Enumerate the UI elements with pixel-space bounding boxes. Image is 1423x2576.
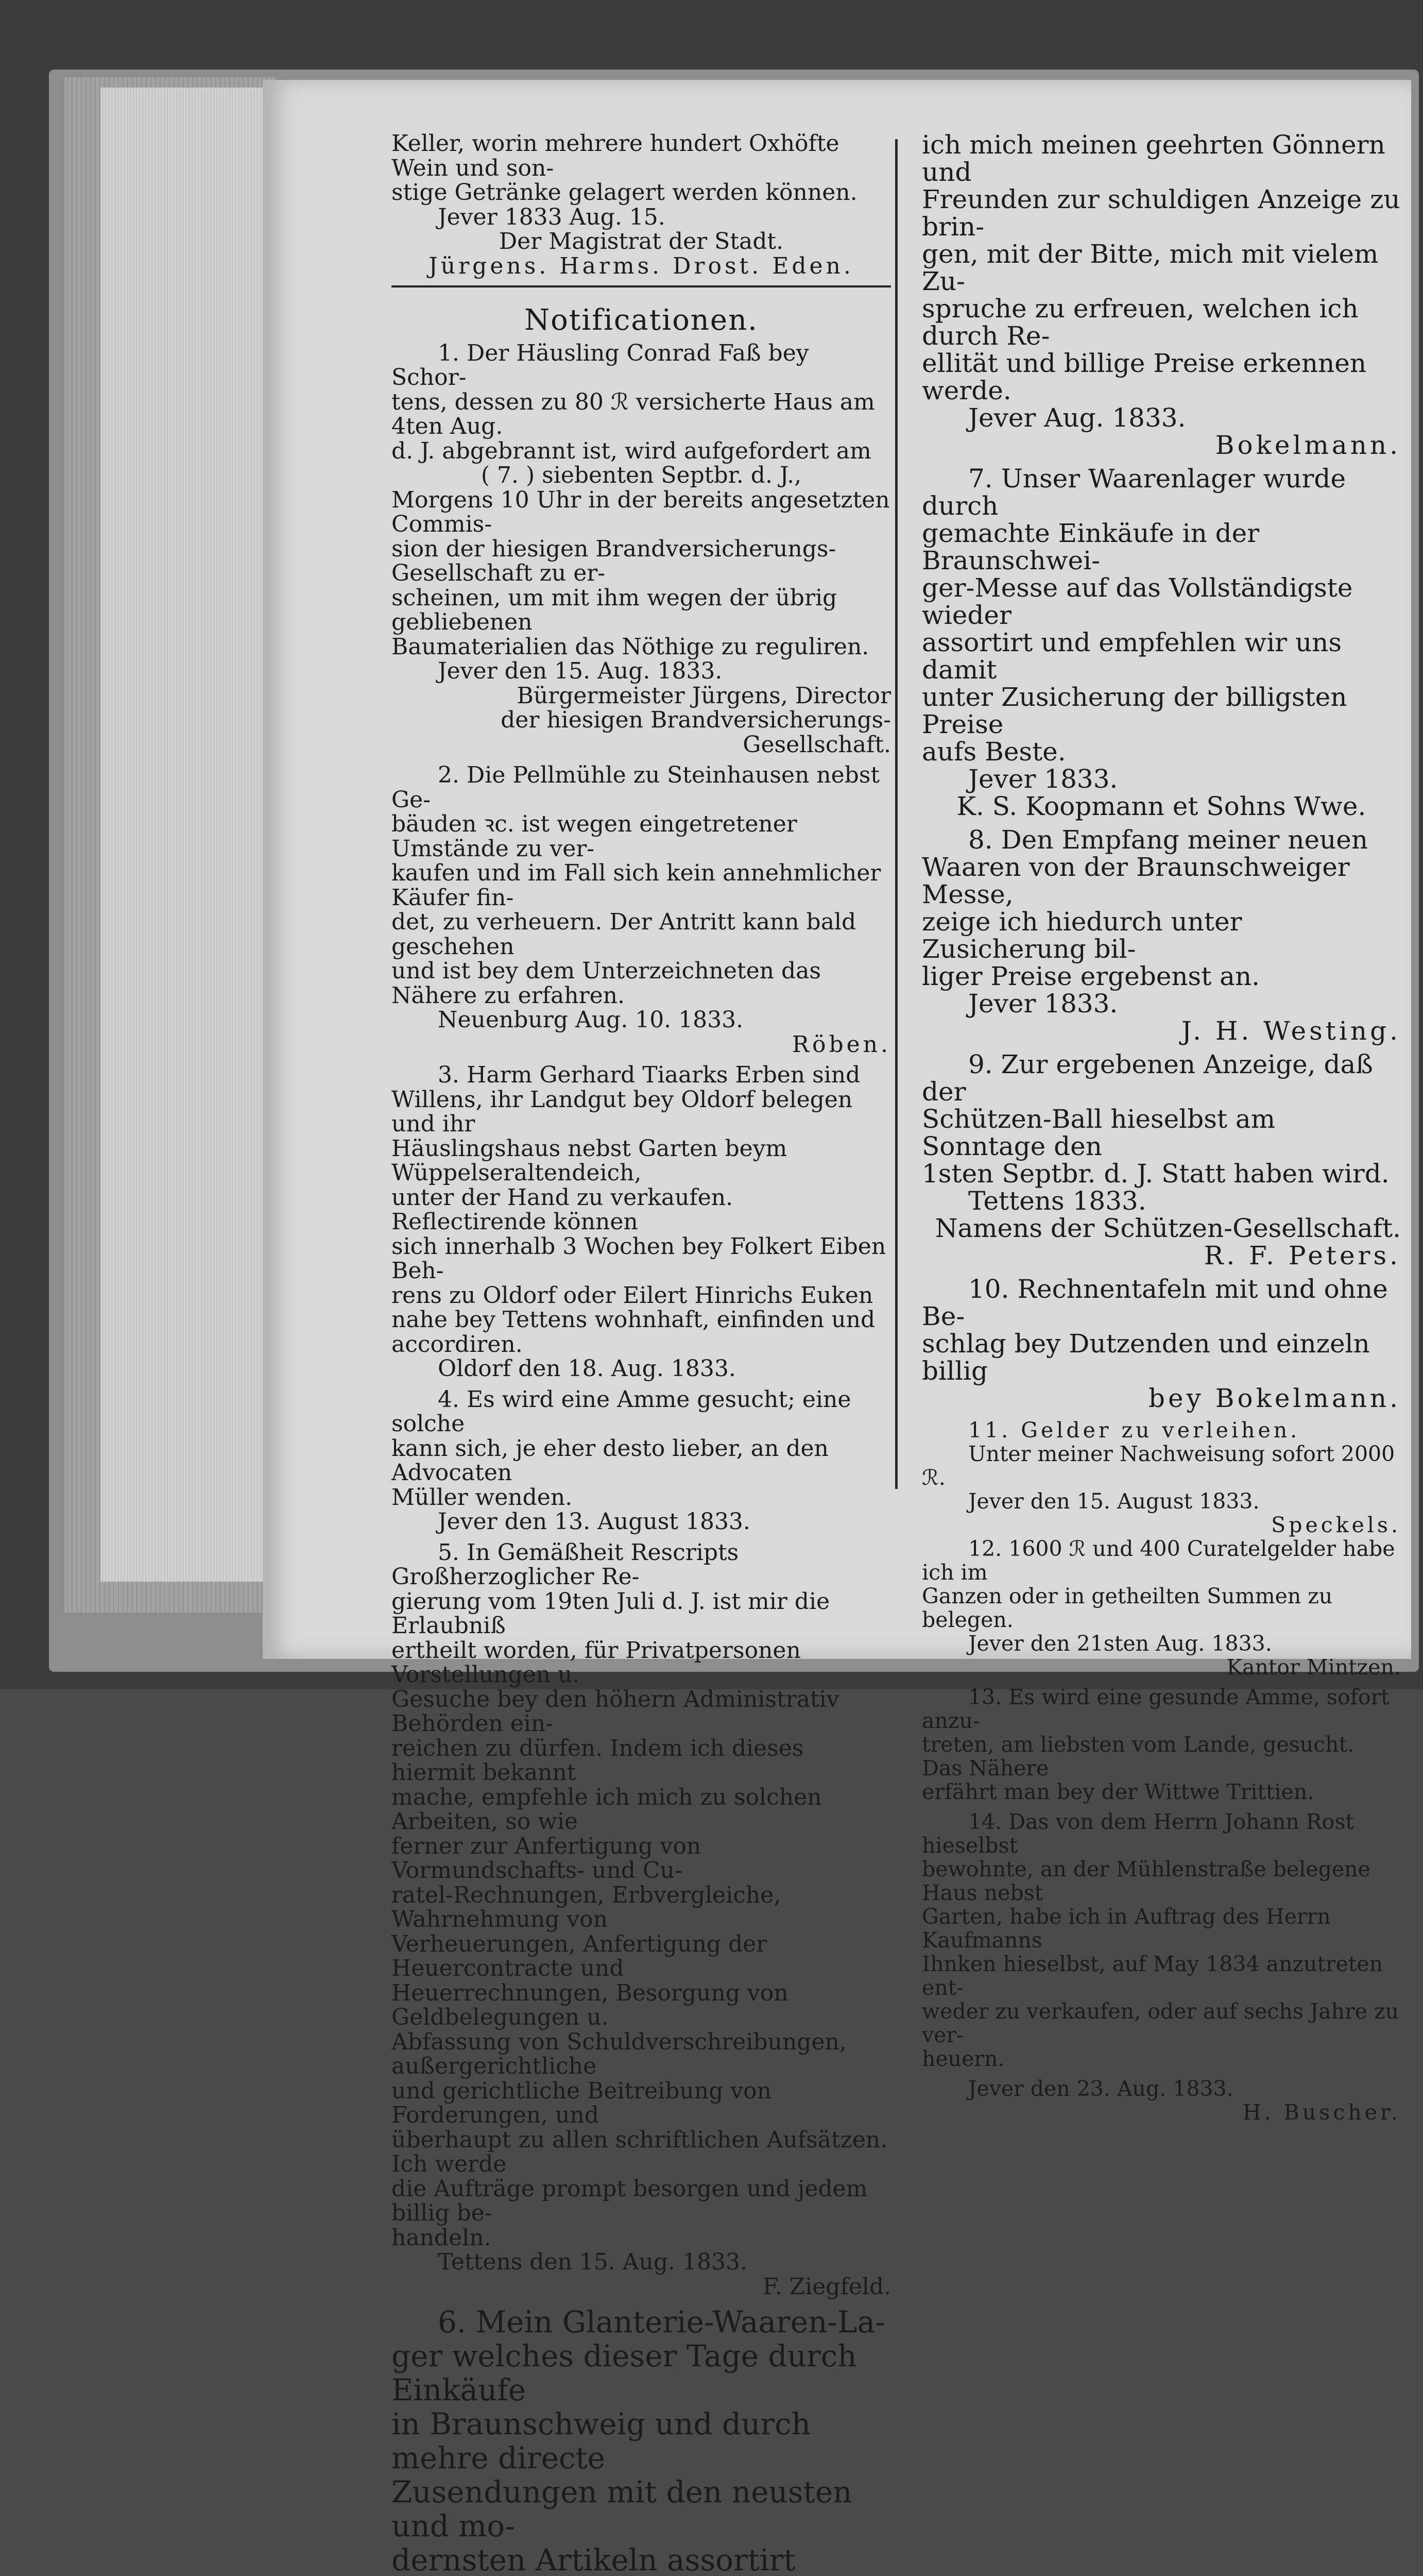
notice-13-line: 13. Es wird eine gesunde Amme, sofort anzu- bbox=[922, 1685, 1390, 1733]
notice-6-date: Jever Aug. 1833. bbox=[968, 403, 1186, 433]
notice-3-line: sich innerhalb 3 Wochen bey Folkert Eiben Beh- bbox=[391, 1233, 886, 1284]
notice-1-line: Baumaterialien das Nöthige zu reguliren. bbox=[391, 633, 869, 660]
notice-5-signature: F. Ziegfeld. bbox=[762, 2273, 891, 2300]
notice-1-signature: der hiesigen Brandversicherungs-Gesellschaft. bbox=[501, 707, 891, 758]
notice-1-line: sion der hiesigen Brandversicherungs-Gesellschaft zu er- bbox=[391, 535, 836, 586]
notice-7-line: gemachte Einkäufe in der Braunschwei- bbox=[922, 518, 1260, 575]
notice-2-line: det, zu verheuern. Der Antritt kann bald geschehen bbox=[391, 909, 856, 960]
notice-5-line: Verheuerungen, Anfertigung der Heuercontracte und bbox=[391, 1930, 767, 1981]
notice-6-cont-line: ich mich meinen geehrten Gönnern und bbox=[922, 130, 1385, 187]
notice-4-line: kann sich, je eher desto lieber, an den Advocaten bbox=[391, 1435, 829, 1486]
notice-5-line: ertheilt worden, für Privatpersonen Vorstellungen u. bbox=[391, 1637, 801, 1688]
notice-6-line: Zusendungen mit den neusten und mo- bbox=[391, 2475, 852, 2544]
notice-8-line: zeige ich hiedurch unter Zusicherung bil- bbox=[922, 907, 1242, 964]
notice-6-cont-line: Freunden zur schuldigen Anzeige zu brin- bbox=[922, 184, 1400, 242]
notice-1-line: tens, dessen zu 80 ℛ versicherte Haus am 4ten Aug. bbox=[391, 388, 875, 439]
notice-5-line: Heuerrechnungen, Besorgung von Geldbelegungen u. bbox=[391, 1979, 788, 2030]
right-column bbox=[922, 131, 1401, 2124]
notice-8-line: 8. Den Empfang meiner neuen bbox=[968, 825, 1368, 855]
notice-2-line: und ist bey dem Unterzeichneten das Nähere zu erfahren. bbox=[391, 958, 821, 1009]
notice-7-line: unter Zusicherung der billigsten Preise bbox=[922, 682, 1347, 739]
notice-11-line: Unter meiner Nachweisung sofort 2000 ℛ. bbox=[922, 1442, 1395, 1490]
notice-8-line: Waaren von der Braunschweiger Messe, bbox=[922, 852, 1350, 909]
notice-5-line: Gesuche bey den höhern Administrativ Behörden ein- bbox=[391, 1686, 839, 1737]
notice-6-signature: Bokelmann. bbox=[1215, 430, 1401, 460]
notice-9-line: Schützen-Ball hieselbst am Sonntage den bbox=[922, 1104, 1276, 1161]
notice-3-line: nahe bey Tettens wohnhaft, einfinden und accordiren. bbox=[391, 1307, 876, 1358]
notice-9-signature: R. F. Peters. bbox=[1204, 1241, 1401, 1270]
notice-3-line: Häuslingshaus nebst Garten beym Wüppelseraltendeich, bbox=[391, 1135, 787, 1186]
notice-6-line: ger welches dieser Tage durch Einkäufe bbox=[391, 2338, 857, 2408]
section-heading: Notificationen. bbox=[524, 303, 758, 337]
notice-5-line: handeln. bbox=[391, 2224, 491, 2251]
notice-14-line: 14. Das von dem Herrn Johann Rost hieselbst bbox=[922, 1809, 1354, 1858]
notice-3-line: unter der Hand zu verkaufen. Reflectirende können bbox=[391, 1184, 733, 1235]
notice-1-line: ( 7. ) siebenten Septbr. d. J., bbox=[481, 462, 802, 488]
magistrat-names: Jürgens. Harms. Drost. Eden. bbox=[428, 252, 854, 279]
notice-2-date: Neuenburg Aug. 10. 1833. bbox=[438, 1007, 744, 1033]
notice-6-line: dernsten Artikeln assortirt bbox=[391, 2543, 796, 2576]
notice-5-line: Abfassung von Schuldverschreibungen, außergerichtliche bbox=[391, 2028, 847, 2079]
notice-3-line: 3. Harm Gerhard Tiaarks Erben sind bbox=[438, 1062, 861, 1088]
notice-11-date: Jever den 15. August 1833. bbox=[968, 1489, 1260, 1514]
notice-5-line: 5. In Gemäßheit Rescripts Großherzoglicher Re- bbox=[391, 1539, 739, 1590]
magistrat-line: Der Magistrat der Stadt. bbox=[499, 228, 784, 255]
notice-14-line: Garten, habe ich in Auftrag des Herrn Kaufmanns bbox=[922, 1904, 1331, 1953]
notice-1-line: d. J. abgebrannt ist, wird aufgefordert am bbox=[391, 437, 871, 464]
notice-14-signature: H. Buscher. bbox=[1242, 2100, 1401, 2125]
notice-6-cont-line: ellität und billige Preise erkennen werde. bbox=[922, 348, 1367, 405]
notice-6-line: in Braunschweig und durch mehre directe bbox=[391, 2406, 811, 2476]
notice-3-line: rens zu Oldorf oder Eilert Hinrichs Euken bbox=[391, 1282, 873, 1309]
notice-4-date: Jever den 13. August 1833. bbox=[438, 1509, 750, 1535]
notice-14-line: heuern. bbox=[922, 2046, 1005, 2071]
notice-8-date: Jever 1833. bbox=[968, 989, 1118, 1019]
notice-10-line: schlag bey Dutzenden und einzeln billig bbox=[922, 1329, 1370, 1386]
notice-12-line: Ganzen oder in getheilten Summen zu belegen. bbox=[922, 1584, 1333, 1632]
notice-9-signature: Namens der Schützen-Gesellschaft. bbox=[935, 1213, 1401, 1243]
notice-9-line: 9. Zur ergebenen Anzeige, daß der bbox=[922, 1049, 1373, 1107]
notice-14-line: weder zu verkaufen, oder auf sechs Jahre zu ver- bbox=[922, 1999, 1399, 2047]
notice-5-line: ratel-Rechnungen, Erbvergleiche, Wahrnehmung von bbox=[391, 1882, 781, 1933]
notice-10-line: bey Bokelmann. bbox=[1148, 1383, 1401, 1413]
notice-5-line: gierung vom 19ten Juli d. J. ist mir die Erlaubniß bbox=[391, 1588, 830, 1639]
notice-7-date: Jever 1833. bbox=[968, 764, 1118, 794]
notice-4-line: Müller wenden. bbox=[391, 1484, 573, 1511]
notice-5-line: und gerichtliche Beitreibung von Forderungen, und bbox=[391, 2077, 771, 2128]
notice-5-line: mache, empfehle ich mich zu solchen Arbeiten, so wie bbox=[391, 1784, 822, 1835]
notice-12-date: Jever den 21sten Aug. 1833. bbox=[968, 1631, 1272, 1656]
column-divider bbox=[895, 139, 898, 1489]
notice-3-line: Willens, ihr Landgut bey Oldorf belegen und ihr bbox=[391, 1086, 853, 1137]
notice-11-signature: Speckels. bbox=[1271, 1513, 1401, 1537]
notice-8-line: liger Preise ergebenst an. bbox=[922, 961, 1260, 991]
notice-10-line: 10. Rechnentafeln mit und ohne Be- bbox=[922, 1274, 1388, 1331]
notice-6-cont-line: spruche zu erfreuen, welchen ich durch Re- bbox=[922, 294, 1359, 351]
notice-6-line: 6. Mein Glanterie-Waaren-La- bbox=[438, 2304, 885, 2340]
notice-4-line: 4. Es wird eine Amme gesucht; eine solche bbox=[391, 1386, 851, 1437]
section-rule bbox=[391, 285, 891, 287]
top-line: Keller, worin mehrere hundert Oxhöfte Wein und son- bbox=[391, 130, 839, 181]
notice-12-line: 12. 1600 ℛ und 400 Curatelgelder habe ich im bbox=[922, 1536, 1395, 1585]
notice-1-date: Jever den 15. Aug. 1833. bbox=[438, 658, 723, 684]
notice-7-line: assortirt und empfehlen wir uns damit bbox=[922, 628, 1342, 685]
notice-5-line: überhaupt zu allen schriftlichen Aufsätzen. Ich werde bbox=[391, 2126, 888, 2177]
notice-1-line: Morgens 10 Uhr in der bereits angesetzten Commis- bbox=[391, 486, 890, 537]
notice-9-line: 1sten Septbr. d. J. Statt haben wird. bbox=[922, 1159, 1390, 1189]
notice-7-line: aufs Beste. bbox=[922, 737, 1066, 767]
notice-6-cont-line: gen, mit der Bitte, mich mit vielem Zu- bbox=[922, 239, 1379, 296]
left-column bbox=[391, 131, 891, 2576]
notice-1-line: 1. Der Häusling Conrad Faß bey Schor- bbox=[391, 340, 809, 391]
notice-14-line: bewohnte, an der Mühlenstraße belegene Haus nebst bbox=[922, 1857, 1370, 1905]
notice-2-line: kaufen und im Fall sich kein annehmlicher Käufer fin- bbox=[391, 860, 881, 911]
notice-2-line: bäuden ꝛc. ist wegen eingetretener Umstände zu ver- bbox=[391, 811, 797, 862]
notice-1-signature: Bürgermeister Jürgens, Director bbox=[517, 682, 891, 709]
notice-5-line: ferner zur Anfertigung von Vormundschafts- und Cu- bbox=[391, 1833, 701, 1884]
notice-5-line: reichen zu dürfen. Indem ich dieses hiermit bekannt bbox=[391, 1735, 804, 1786]
top-line: stige Getränke gelagert werden können. bbox=[391, 179, 858, 206]
notice-14-line: Ihnken hieselbst, auf May 1834 anzutreten ent- bbox=[922, 1952, 1383, 2000]
notice-7-signature: K. S. Koopmann et Sohns Wwe. bbox=[956, 791, 1366, 821]
notice-8-signature: J. H. Westing. bbox=[1181, 1016, 1401, 1046]
notice-9-date: Tettens 1833. bbox=[968, 1186, 1146, 1216]
notice-7-line: 7. Unser Waarenlager wurde durch bbox=[922, 464, 1346, 521]
notice-5-date: Tettens den 15. Aug. 1833. bbox=[438, 2249, 747, 2275]
notice-1-line: scheinen, um mit ihm wegen der übrig gebliebenen bbox=[391, 584, 837, 635]
page-fore-edge bbox=[100, 88, 265, 1582]
top-date: Jever 1833 Aug. 15. bbox=[438, 204, 665, 230]
notice-14-date: Jever den 23. Aug. 1833. bbox=[968, 2076, 1233, 2101]
notice-12-signature: Kantor Mintzen. bbox=[1226, 1655, 1401, 1680]
notice-13-line: treten, am liebsten vom Lande, gesucht. Das Nähere bbox=[922, 1732, 1355, 1781]
notice-3-date: Oldorf den 18. Aug. 1833. bbox=[438, 1355, 736, 1382]
notice-2-signature: Röben. bbox=[792, 1031, 891, 1058]
notice-5-line: die Aufträge prompt besorgen und jedem billig be- bbox=[391, 2175, 868, 2226]
notice-11-title: 11. Gelder zu verleihen. bbox=[968, 1418, 1300, 1443]
notice-7-line: ger-Messe auf das Vollständigste wieder bbox=[922, 573, 1353, 630]
notice-2-line: 2. Die Pellmühle zu Steinhausen nebst Ge- bbox=[391, 762, 880, 813]
notice-13-line: erfährt man bey der Wittwe Trittien. bbox=[922, 1780, 1314, 1804]
